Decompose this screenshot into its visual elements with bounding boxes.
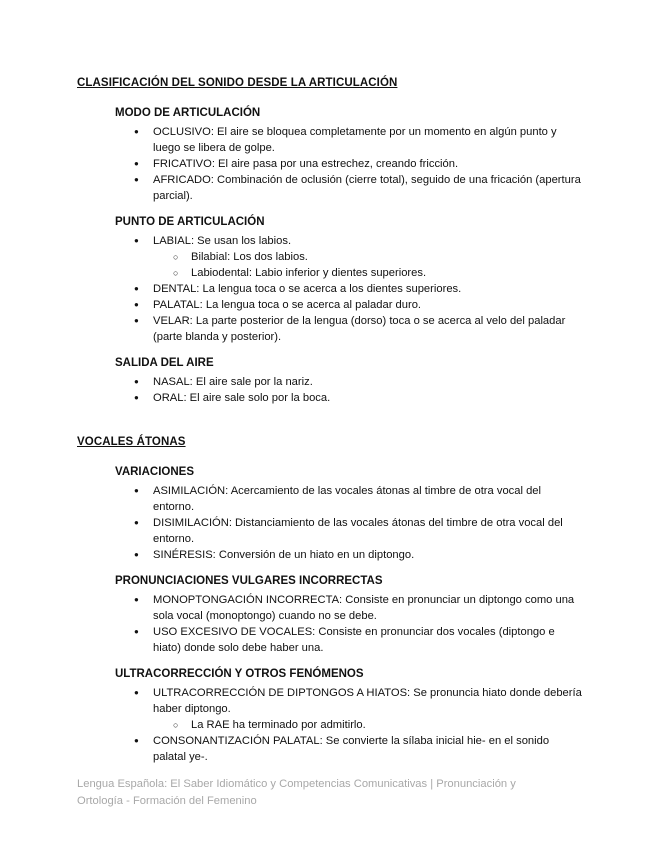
sub-list-item: ○ Bilabial: Los dos labios. [0, 249, 655, 265]
list-salida [0, 374, 655, 406]
list-modo [0, 124, 655, 204]
list-item: ● PALATAL: La lengua toca o se acerca al paladar duro. [0, 297, 655, 313]
list-item: ● NASAL: El aire sale por la nariz. [0, 374, 655, 390]
sub-list-item: ○ La RAE ha terminado por admitirlo. [0, 717, 655, 733]
subsection-title-salida: SALIDA DEL AIRE [115, 357, 214, 369]
list-ultracorreccion [0, 685, 655, 765]
list-item: ● ULTRACORRECCIÓN DE DIPTONGOS A HIATOS: Se pronuncia hiato donde debería haber diptongo. [0, 685, 655, 717]
list-item: ● MONOPTONGACIÓN INCORRECTA: Consiste en pronunciar un diptongo como una sola vocal (monoptongo) cuando no se debe. [0, 592, 655, 624]
list-item: ● CONSONANTIZACIÓN PALATAL: Se convierte la sílaba inicial hie- en el sonido palatal ye-. [0, 733, 655, 765]
sub-list-item: ○ Labiodental: Labio inferior y dientes superiores. [0, 265, 655, 281]
list-item: ● DISIMILACIÓN: Distanciamiento de las vocales átonas del timbre de otra vocal del entorno. [0, 515, 655, 547]
subsection-title-pronunciaciones: PRONUNCIACIONES VULGARES INCORRECTAS [115, 575, 383, 587]
list-item: ● FRICATIVO: El aire pasa por una estrechez, creando fricción. [0, 156, 655, 172]
list-item: ● AFRICADO: Combinación de oclusión (cierre total), seguido de una fricación (apertura parcial). [0, 172, 655, 204]
list-item: ● DENTAL: La lengua toca o se acerca a los dientes superiores. [0, 281, 655, 297]
page-footer: Lengua Española: El Saber Idiomático y Competencias Comunicativas | Pronunciación y Ortología - Formación del Femenino [77, 778, 516, 807]
list-variaciones [0, 483, 655, 563]
list-item: ● ORAL: El aire sale solo por la boca. [0, 390, 655, 406]
subsection-title-ultracorreccion: ULTRACORRECCIÓN Y OTROS FENÓMENOS [115, 668, 364, 680]
list-item: ● SINÉRESIS: Conversión de un hiato en un diptongo. [0, 547, 655, 563]
section-title-vocales: VOCALES ÁTONAS [77, 436, 186, 448]
list-pronunciaciones [0, 592, 655, 656]
list-item: ● VELAR: La parte posterior de la lengua (dorso) toca o se acerca al velo del paladar (parte blanda y posterior). [0, 313, 655, 345]
list-punto [0, 233, 655, 345]
list-item: ● OCLUSIVO: El aire se bloquea completamente por un momento en algún punto y luego se libera de golpe. [0, 124, 655, 156]
subsection-title-modo: MODO DE ARTICULACIÓN [115, 107, 261, 119]
list-item: ● ASIMILACIÓN: Acercamiento de las vocales átonas al timbre de otra vocal del entorno. [0, 483, 655, 515]
subsection-title-variaciones: VARIACIONES [115, 466, 195, 478]
list-item: ● LABIAL: Se usan los labios. [0, 233, 655, 249]
subsection-title-punto: PUNTO DE ARTICULACIÓN [115, 216, 265, 228]
list-item: ● USO EXCESIVO DE VOCALES: Consiste en pronunciar dos vocales (diptongo e hiato) donde solo debe haber una. [0, 624, 655, 656]
section-title-articulacion: CLASIFICACIÓN DEL SONIDO DESDE LA ARTICULACIÓN [77, 77, 398, 89]
